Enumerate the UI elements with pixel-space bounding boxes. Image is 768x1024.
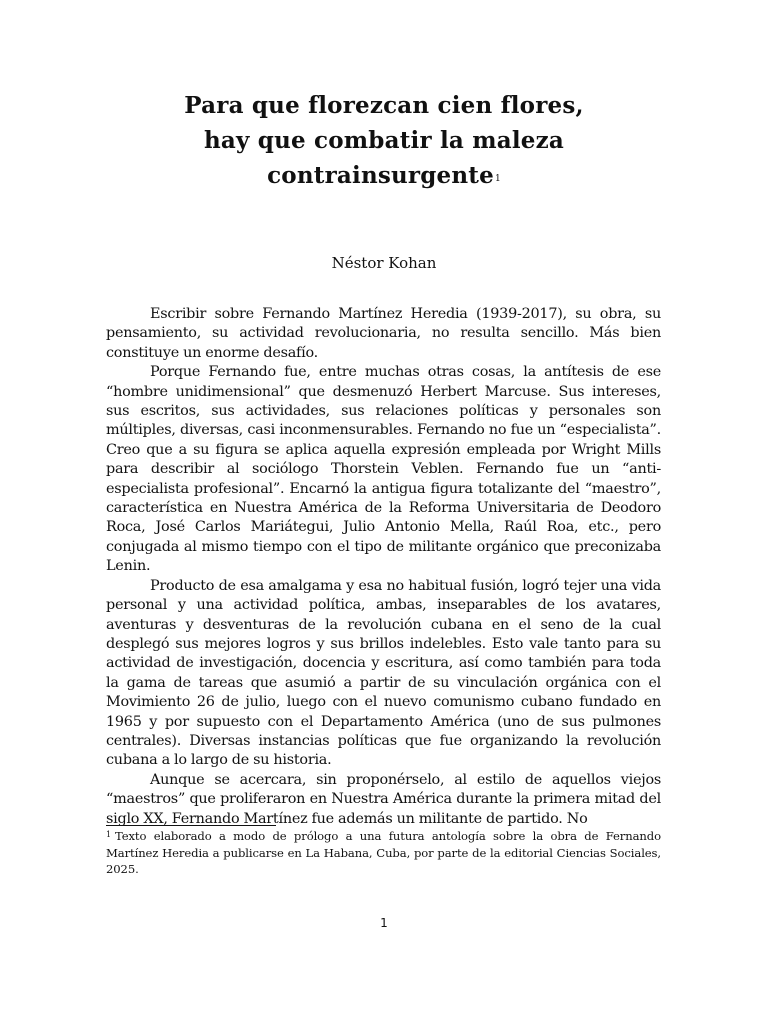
- paragraph-3: Producto de esa amalgama y esa no habitual fusión, logró tejer una vida personal y una actividad política, ambas, inseparables de los avatares, aventuras y desventuras de la revolución cubana en el seno de la cual desplegó sus mejores logros y sus brillos indelebles. Esto vale tanto para su actividad de investigación, docencia y escritura, así como también para toda la gama de tareas que asumió a partir de su vinculación orgánica con el Movimiento 26 de julio, luego con el nuevo comunismo cubano fundado en 1965 y por supuesto con el Departamento América (uno de sus pulmones centrales). Diversas instancias políticas que fue organizando la revolución cubana a lo largo de su historia.: [106, 577, 661, 769]
- author-name: Néstor Kohan: [331, 254, 437, 272]
- title-line-3: [120, 158, 648, 193]
- footnote-divider: [106, 825, 276, 826]
- page-number: 1: [380, 916, 388, 930]
- title-line-2: hay que combatir la maleza: [203, 127, 564, 154]
- body-text: [106, 305, 661, 829]
- footnote-marker: 1: [106, 830, 111, 839]
- paragraph-2: Porque Fernando fue, entre muchas otras cosas, la antítesis de ese “hombre unidimensional” que desmenuzó Herbert Marcuse. Sus intereses, sus escritos, sus actividades, sus relaciones políticas y personales son múltiples, diversas, casi inconmensurables. Fernando no fue un “especialista”. Creo que a su figura se aplica aquella expresión empleada por Wright Mills para describir al sociólogo Thorstein Veblen. Fernando fue un “anti-especialista profesional”. Encarnó la antigua figura totalizante del “maestro”, característica en Nuestra América de la Reforma Universitaria de Deodoro Roca, José Carlos Mariátegui, Julio Antonio Mella, Raúl Roa, etc., pero conjugada al mismo tiempo con el tipo de militante orgánico que preconizaba Lenin.: [106, 364, 661, 575]
- paragraph-1: Escribir sobre Fernando Martínez Heredia (1939-2017), su obra, su pensamiento, su actividad revolucionaria, no resulta sencillo. Más bien constituye un enorme desafío.: [106, 306, 661, 361]
- document-title: [120, 88, 648, 193]
- footnote-text: Texto elaborado a modo de prólogo a una futura antología sobre la obra de Fernando Martínez Heredia a publicarse en La Habana, Cuba, por parte de la editorial Ciencias Sociales, 2025.: [106, 829, 661, 876]
- title-footnote-marker[interactable]: 1: [494, 174, 501, 184]
- title-line-3-text: contrainsurgente: [267, 162, 494, 189]
- footnote: [106, 828, 661, 878]
- title-line-1: Para que florezcan cien flores,: [184, 92, 584, 119]
- paragraph-4: Aunque se acercara, sin proponérselo, al estilo de aquellos viejos “maestros” que proliferaron en Nuestra América durante la primera mitad del siglo XX, Fernando Martínez fue además un militante de partido. No: [106, 771, 661, 827]
